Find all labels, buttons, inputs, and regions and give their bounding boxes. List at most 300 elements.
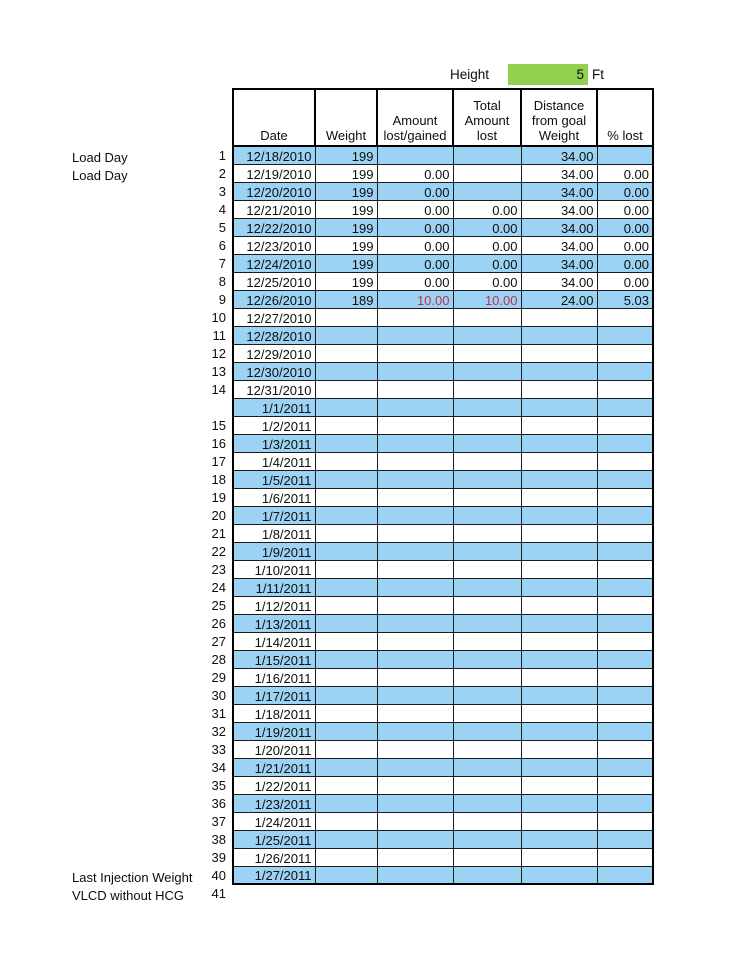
header-distance-from-goal-weight-line: Distance bbox=[533, 98, 585, 113]
cell-date[interactable]: 12/19/2010 bbox=[233, 164, 315, 182]
cell-date[interactable]: 1/1/2011 bbox=[233, 398, 315, 416]
cell-loss[interactable] bbox=[377, 344, 453, 362]
cell-loss[interactable]: 0.00 bbox=[377, 272, 453, 290]
day-number: 6 bbox=[218, 238, 226, 253]
cell-date[interactable]: 1/22/2011 bbox=[233, 776, 315, 794]
cell-pct[interactable] bbox=[597, 794, 653, 812]
cell-dist[interactable] bbox=[521, 470, 597, 488]
cell-total[interactable]: 0.00 bbox=[453, 200, 521, 218]
cell-dist[interactable] bbox=[521, 344, 597, 362]
cell-wt[interactable] bbox=[315, 578, 377, 596]
cell-total[interactable] bbox=[453, 596, 521, 614]
cell-dist[interactable] bbox=[521, 812, 597, 830]
cell-wt[interactable] bbox=[315, 848, 377, 866]
cell-loss[interactable] bbox=[377, 470, 453, 488]
cell-date[interactable]: 12/22/2010 bbox=[233, 218, 315, 236]
cell-wt[interactable] bbox=[315, 308, 377, 326]
cell-loss[interactable] bbox=[377, 776, 453, 794]
table-body bbox=[233, 146, 653, 884]
table-row bbox=[233, 668, 653, 686]
cell-date[interactable]: 1/8/2011 bbox=[233, 524, 315, 542]
cell-date[interactable]: 1/27/2011 bbox=[233, 866, 315, 884]
row-annotation-label: Last Injection Weight bbox=[72, 870, 193, 885]
cell-total[interactable] bbox=[453, 146, 521, 164]
day-number: 16 bbox=[211, 436, 226, 451]
header-date-line: Date bbox=[260, 128, 288, 143]
cell-date[interactable]: 1/3/2011 bbox=[233, 434, 315, 452]
cell-wt[interactable] bbox=[315, 632, 377, 650]
cell-pct[interactable] bbox=[597, 398, 653, 416]
cell-total[interactable] bbox=[453, 632, 521, 650]
cell-dist[interactable] bbox=[521, 596, 597, 614]
cell-dist[interactable]: 34.00 bbox=[521, 254, 597, 272]
cell-total[interactable] bbox=[453, 380, 521, 398]
cell-dist[interactable] bbox=[521, 380, 597, 398]
cell-date[interactable]: 1/10/2011 bbox=[233, 560, 315, 578]
cell-dist[interactable] bbox=[521, 830, 597, 848]
cell-total[interactable] bbox=[453, 524, 521, 542]
cell-pct[interactable] bbox=[597, 866, 653, 884]
cell-dist[interactable] bbox=[521, 578, 597, 596]
cell-wt[interactable] bbox=[315, 866, 377, 884]
cell-loss[interactable] bbox=[377, 740, 453, 758]
cell-pct[interactable] bbox=[597, 560, 653, 578]
cell-pct[interactable] bbox=[597, 740, 653, 758]
cell-loss[interactable]: 0.00 bbox=[377, 200, 453, 218]
table-row bbox=[233, 182, 653, 200]
table-row bbox=[233, 398, 653, 416]
cell-date[interactable]: 1/18/2011 bbox=[233, 704, 315, 722]
cell-date[interactable]: 1/24/2011 bbox=[233, 812, 315, 830]
cell-total[interactable] bbox=[453, 560, 521, 578]
cell-date[interactable]: 1/26/2011 bbox=[233, 848, 315, 866]
cell-total[interactable] bbox=[453, 344, 521, 362]
day-number: 7 bbox=[218, 256, 226, 271]
cell-total[interactable] bbox=[453, 848, 521, 866]
cell-loss[interactable] bbox=[377, 686, 453, 704]
height-unit-label: Ft bbox=[592, 67, 604, 82]
cell-pct[interactable] bbox=[597, 596, 653, 614]
cell-total[interactable] bbox=[453, 776, 521, 794]
cell-pct[interactable] bbox=[597, 362, 653, 380]
cell-loss[interactable] bbox=[377, 542, 453, 560]
cell-pct[interactable] bbox=[597, 650, 653, 668]
cell-wt[interactable] bbox=[315, 524, 377, 542]
cell-date[interactable]: 1/16/2011 bbox=[233, 668, 315, 686]
cell-wt[interactable]: 199 bbox=[315, 254, 377, 272]
cell-dist[interactable] bbox=[521, 794, 597, 812]
table-row bbox=[233, 830, 653, 848]
table-row bbox=[233, 866, 653, 884]
day-number: 25 bbox=[211, 598, 226, 613]
cell-total[interactable] bbox=[453, 614, 521, 632]
cell-loss[interactable] bbox=[377, 722, 453, 740]
cell-loss[interactable] bbox=[377, 398, 453, 416]
cell-total[interactable] bbox=[453, 668, 521, 686]
cell-total[interactable]: 0.00 bbox=[453, 254, 521, 272]
table-row bbox=[233, 596, 653, 614]
day-number: 13 bbox=[211, 364, 226, 379]
cell-wt[interactable] bbox=[315, 398, 377, 416]
cell-dist[interactable] bbox=[521, 722, 597, 740]
cell-wt[interactable]: 199 bbox=[315, 218, 377, 236]
cell-loss[interactable] bbox=[377, 866, 453, 884]
cell-wt[interactable] bbox=[315, 470, 377, 488]
cell-loss[interactable] bbox=[377, 416, 453, 434]
cell-dist[interactable]: 34.00 bbox=[521, 218, 597, 236]
cell-dist[interactable] bbox=[521, 362, 597, 380]
cell-total[interactable] bbox=[453, 164, 521, 182]
cell-wt[interactable]: 199 bbox=[315, 182, 377, 200]
cell-total[interactable] bbox=[453, 812, 521, 830]
cell-pct[interactable] bbox=[597, 470, 653, 488]
header-amount-lost-gained-line: lost/gained bbox=[383, 128, 447, 143]
cell-pct[interactable] bbox=[597, 686, 653, 704]
day-number: 30 bbox=[211, 688, 226, 703]
cell-dist[interactable] bbox=[521, 848, 597, 866]
cell-date[interactable]: 1/14/2011 bbox=[233, 632, 315, 650]
cell-pct[interactable] bbox=[597, 632, 653, 650]
cell-pct[interactable] bbox=[597, 722, 653, 740]
cell-dist[interactable] bbox=[521, 740, 597, 758]
cell-loss[interactable] bbox=[377, 524, 453, 542]
cell-total[interactable] bbox=[453, 506, 521, 524]
cell-pct[interactable]: 0.00 bbox=[597, 164, 653, 182]
cell-dist[interactable] bbox=[521, 650, 597, 668]
cell-pct[interactable] bbox=[597, 488, 653, 506]
cell-loss[interactable] bbox=[377, 758, 453, 776]
cell-pct[interactable] bbox=[597, 344, 653, 362]
cell-loss[interactable] bbox=[377, 506, 453, 524]
cell-wt[interactable]: 199 bbox=[315, 146, 377, 164]
cell-pct[interactable]: 0.00 bbox=[597, 200, 653, 218]
day-number: 32 bbox=[211, 724, 226, 739]
cell-total[interactable] bbox=[453, 740, 521, 758]
cell-loss[interactable] bbox=[377, 488, 453, 506]
cell-dist[interactable]: 34.00 bbox=[521, 200, 597, 218]
cell-date[interactable]: 1/17/2011 bbox=[233, 686, 315, 704]
cell-date[interactable]: 12/21/2010 bbox=[233, 200, 315, 218]
cell-pct[interactable] bbox=[597, 830, 653, 848]
cell-date[interactable]: 1/13/2011 bbox=[233, 614, 315, 632]
cell-pct[interactable]: 0.00 bbox=[597, 254, 653, 272]
day-number: 34 bbox=[211, 760, 226, 775]
row-annotation-label: Load Day bbox=[72, 150, 128, 165]
cell-wt[interactable]: 199 bbox=[315, 272, 377, 290]
cell-wt[interactable] bbox=[315, 326, 377, 344]
table-row bbox=[233, 812, 653, 830]
cell-pct[interactable]: 0.00 bbox=[597, 236, 653, 254]
cell-date[interactable]: 1/6/2011 bbox=[233, 488, 315, 506]
header-distance-from-goal-weight-line: Weight bbox=[538, 128, 580, 143]
cell-dist[interactable] bbox=[521, 434, 597, 452]
table-row bbox=[233, 848, 653, 866]
cell-pct[interactable] bbox=[597, 434, 653, 452]
cell-wt[interactable]: 199 bbox=[315, 200, 377, 218]
cell-pct[interactable]: 0.00 bbox=[597, 272, 653, 290]
cell-loss[interactable] bbox=[377, 848, 453, 866]
day-number: 18 bbox=[211, 472, 226, 487]
cell-loss[interactable]: 0.00 bbox=[377, 236, 453, 254]
cell-date[interactable]: 12/28/2010 bbox=[233, 326, 315, 344]
cell-wt[interactable] bbox=[315, 722, 377, 740]
cell-dist[interactable] bbox=[521, 758, 597, 776]
cell-wt[interactable] bbox=[315, 362, 377, 380]
cell-loss[interactable] bbox=[377, 650, 453, 668]
cell-pct[interactable] bbox=[597, 326, 653, 344]
cell-total[interactable] bbox=[453, 470, 521, 488]
cell-date[interactable]: 12/29/2010 bbox=[233, 344, 315, 362]
cell-dist[interactable] bbox=[521, 542, 597, 560]
cell-dist[interactable] bbox=[521, 866, 597, 884]
cell-date[interactable]: 12/26/2010 bbox=[233, 290, 315, 308]
cell-loss[interactable] bbox=[377, 668, 453, 686]
cell-dist[interactable] bbox=[521, 506, 597, 524]
table-row bbox=[233, 506, 653, 524]
day-number: 41 bbox=[211, 886, 226, 901]
cell-wt[interactable] bbox=[315, 704, 377, 722]
cell-wt[interactable] bbox=[315, 434, 377, 452]
cell-dist[interactable] bbox=[521, 776, 597, 794]
cell-dist[interactable]: 34.00 bbox=[521, 236, 597, 254]
table-row bbox=[233, 164, 653, 182]
cell-wt[interactable] bbox=[315, 452, 377, 470]
cell-total[interactable] bbox=[453, 488, 521, 506]
day-number: 22 bbox=[211, 544, 226, 559]
cell-date[interactable]: 1/11/2011 bbox=[233, 578, 315, 596]
day-number: 12 bbox=[211, 346, 226, 361]
cell-date[interactable]: 1/12/2011 bbox=[233, 596, 315, 614]
header-weight bbox=[315, 89, 377, 146]
cell-total[interactable]: 0.00 bbox=[453, 236, 521, 254]
cell-wt[interactable] bbox=[315, 686, 377, 704]
cell-loss[interactable]: 0.00 bbox=[377, 254, 453, 272]
cell-wt[interactable]: 199 bbox=[315, 164, 377, 182]
table-row bbox=[233, 794, 653, 812]
cell-pct[interactable] bbox=[597, 578, 653, 596]
cell-wt[interactable] bbox=[315, 380, 377, 398]
cell-date[interactable]: 12/20/2010 bbox=[233, 182, 315, 200]
day-number: 27 bbox=[211, 634, 226, 649]
cell-pct[interactable]: 0.00 bbox=[597, 218, 653, 236]
day-number: 29 bbox=[211, 670, 226, 685]
cell-total[interactable] bbox=[453, 650, 521, 668]
cell-date[interactable]: 1/4/2011 bbox=[233, 452, 315, 470]
cell-dist[interactable] bbox=[521, 524, 597, 542]
cell-wt[interactable] bbox=[315, 560, 377, 578]
table-row bbox=[233, 470, 653, 488]
cell-total[interactable] bbox=[453, 686, 521, 704]
cell-date[interactable]: 1/21/2011 bbox=[233, 758, 315, 776]
table-row bbox=[233, 452, 653, 470]
cell-total[interactable]: 10.00 bbox=[453, 290, 521, 308]
header-percent-lost bbox=[597, 89, 653, 146]
cell-date[interactable]: 12/23/2010 bbox=[233, 236, 315, 254]
cell-dist[interactable] bbox=[521, 488, 597, 506]
cell-dist[interactable]: 34.00 bbox=[521, 272, 597, 290]
cell-wt[interactable] bbox=[315, 776, 377, 794]
cell-pct[interactable] bbox=[597, 758, 653, 776]
cell-wt[interactable] bbox=[315, 812, 377, 830]
cell-dist[interactable] bbox=[521, 668, 597, 686]
cell-wt[interactable] bbox=[315, 668, 377, 686]
cell-date[interactable]: 1/15/2011 bbox=[233, 650, 315, 668]
cell-total[interactable] bbox=[453, 866, 521, 884]
cell-loss[interactable] bbox=[377, 308, 453, 326]
table-row bbox=[233, 650, 653, 668]
cell-date[interactable]: 12/18/2010 bbox=[233, 146, 315, 164]
cell-wt[interactable]: 189 bbox=[315, 290, 377, 308]
cell-wt[interactable] bbox=[315, 416, 377, 434]
cell-loss[interactable] bbox=[377, 434, 453, 452]
cell-total[interactable] bbox=[453, 362, 521, 380]
cell-loss[interactable] bbox=[377, 704, 453, 722]
cell-loss[interactable] bbox=[377, 380, 453, 398]
height-input-cell[interactable] bbox=[508, 64, 588, 85]
cell-wt[interactable] bbox=[315, 650, 377, 668]
cell-pct[interactable] bbox=[597, 416, 653, 434]
cell-loss[interactable]: 0.00 bbox=[377, 182, 453, 200]
cell-date[interactable]: 1/23/2011 bbox=[233, 794, 315, 812]
cell-wt[interactable] bbox=[315, 830, 377, 848]
cell-loss[interactable]: 0.00 bbox=[377, 164, 453, 182]
cell-wt[interactable] bbox=[315, 506, 377, 524]
cell-pct[interactable] bbox=[597, 506, 653, 524]
cell-pct[interactable] bbox=[597, 776, 653, 794]
cell-wt[interactable]: 199 bbox=[315, 236, 377, 254]
cell-dist[interactable] bbox=[521, 416, 597, 434]
cell-total[interactable]: 0.00 bbox=[453, 218, 521, 236]
cell-total[interactable] bbox=[453, 182, 521, 200]
cell-wt[interactable] bbox=[315, 488, 377, 506]
cell-dist[interactable]: 34.00 bbox=[521, 164, 597, 182]
cell-total[interactable] bbox=[453, 830, 521, 848]
table-row bbox=[233, 758, 653, 776]
cell-total[interactable]: 0.00 bbox=[453, 272, 521, 290]
cell-total[interactable] bbox=[453, 326, 521, 344]
cell-date[interactable]: 1/5/2011 bbox=[233, 470, 315, 488]
cell-loss[interactable] bbox=[377, 326, 453, 344]
cell-pct[interactable] bbox=[597, 380, 653, 398]
cell-wt[interactable] bbox=[315, 614, 377, 632]
cell-loss[interactable] bbox=[377, 794, 453, 812]
cell-total[interactable] bbox=[453, 578, 521, 596]
table-row bbox=[233, 524, 653, 542]
cell-pct[interactable]: 0.00 bbox=[597, 182, 653, 200]
cell-date[interactable]: 1/19/2011 bbox=[233, 722, 315, 740]
table-row bbox=[233, 254, 653, 272]
cell-dist[interactable] bbox=[521, 632, 597, 650]
cell-total[interactable] bbox=[453, 452, 521, 470]
cell-wt[interactable] bbox=[315, 758, 377, 776]
cell-dist[interactable] bbox=[521, 614, 597, 632]
cell-pct[interactable] bbox=[597, 668, 653, 686]
table-row bbox=[233, 740, 653, 758]
day-number: 15 bbox=[211, 418, 226, 433]
cell-total[interactable] bbox=[453, 308, 521, 326]
cell-total[interactable] bbox=[453, 722, 521, 740]
table-row bbox=[233, 722, 653, 740]
cell-pct[interactable] bbox=[597, 542, 653, 560]
cell-dist[interactable] bbox=[521, 686, 597, 704]
cell-date[interactable]: 1/20/2011 bbox=[233, 740, 315, 758]
cell-loss[interactable] bbox=[377, 632, 453, 650]
cell-total[interactable] bbox=[453, 794, 521, 812]
cell-loss[interactable]: 0.00 bbox=[377, 218, 453, 236]
cell-dist[interactable] bbox=[521, 398, 597, 416]
cell-pct[interactable] bbox=[597, 614, 653, 632]
cell-wt[interactable] bbox=[315, 344, 377, 362]
cell-total[interactable] bbox=[453, 758, 521, 776]
cell-wt[interactable] bbox=[315, 542, 377, 560]
cell-dist[interactable]: 24.00 bbox=[521, 290, 597, 308]
cell-pct[interactable] bbox=[597, 524, 653, 542]
cell-loss[interactable] bbox=[377, 596, 453, 614]
cell-pct[interactable] bbox=[597, 308, 653, 326]
cell-pct[interactable] bbox=[597, 812, 653, 830]
cell-pct[interactable] bbox=[597, 848, 653, 866]
header-distance-from-goal-weight-line: from goal bbox=[531, 113, 587, 128]
table-row bbox=[233, 272, 653, 290]
cell-date[interactable]: 12/27/2010 bbox=[233, 308, 315, 326]
cell-loss[interactable] bbox=[377, 560, 453, 578]
header-percent-lost-line: % lost bbox=[607, 128, 643, 143]
cell-wt[interactable] bbox=[315, 794, 377, 812]
cell-loss[interactable]: 10.00 bbox=[377, 290, 453, 308]
cell-dist[interactable] bbox=[521, 560, 597, 578]
cell-date[interactable]: 1/25/2011 bbox=[233, 830, 315, 848]
cell-dist[interactable]: 34.00 bbox=[521, 182, 597, 200]
cell-loss[interactable] bbox=[377, 452, 453, 470]
header-total-amount-lost bbox=[453, 89, 521, 146]
cell-total[interactable] bbox=[453, 434, 521, 452]
cell-total[interactable] bbox=[453, 416, 521, 434]
cell-total[interactable] bbox=[453, 704, 521, 722]
cell-date[interactable]: 12/31/2010 bbox=[233, 380, 315, 398]
cell-date[interactable]: 12/30/2010 bbox=[233, 362, 315, 380]
cell-loss[interactable] bbox=[377, 362, 453, 380]
cell-wt[interactable] bbox=[315, 596, 377, 614]
cell-dist[interactable] bbox=[521, 326, 597, 344]
cell-wt[interactable] bbox=[315, 740, 377, 758]
cell-pct[interactable] bbox=[597, 704, 653, 722]
cell-loss[interactable] bbox=[377, 812, 453, 830]
cell-date[interactable]: 1/9/2011 bbox=[233, 542, 315, 560]
cell-pct[interactable] bbox=[597, 146, 653, 164]
day-number: 39 bbox=[211, 850, 226, 865]
cell-date[interactable]: 1/7/2011 bbox=[233, 506, 315, 524]
cell-pct[interactable] bbox=[597, 452, 653, 470]
cell-total[interactable] bbox=[453, 398, 521, 416]
cell-dist[interactable] bbox=[521, 704, 597, 722]
cell-dist[interactable]: 34.00 bbox=[521, 146, 597, 164]
cell-loss[interactable] bbox=[377, 614, 453, 632]
cell-date[interactable]: 1/2/2011 bbox=[233, 416, 315, 434]
cell-dist[interactable] bbox=[521, 452, 597, 470]
table-row bbox=[233, 434, 653, 452]
cell-date[interactable]: 12/25/2010 bbox=[233, 272, 315, 290]
cell-loss[interactable] bbox=[377, 146, 453, 164]
cell-pct[interactable]: 5.03 bbox=[597, 290, 653, 308]
cell-loss[interactable] bbox=[377, 578, 453, 596]
table-row bbox=[233, 218, 653, 236]
cell-loss[interactable] bbox=[377, 830, 453, 848]
cell-total[interactable] bbox=[453, 542, 521, 560]
cell-date[interactable]: 12/24/2010 bbox=[233, 254, 315, 272]
cell-dist[interactable] bbox=[521, 308, 597, 326]
header-weight-line: Weight bbox=[325, 128, 367, 143]
day-number: 10 bbox=[211, 310, 226, 325]
